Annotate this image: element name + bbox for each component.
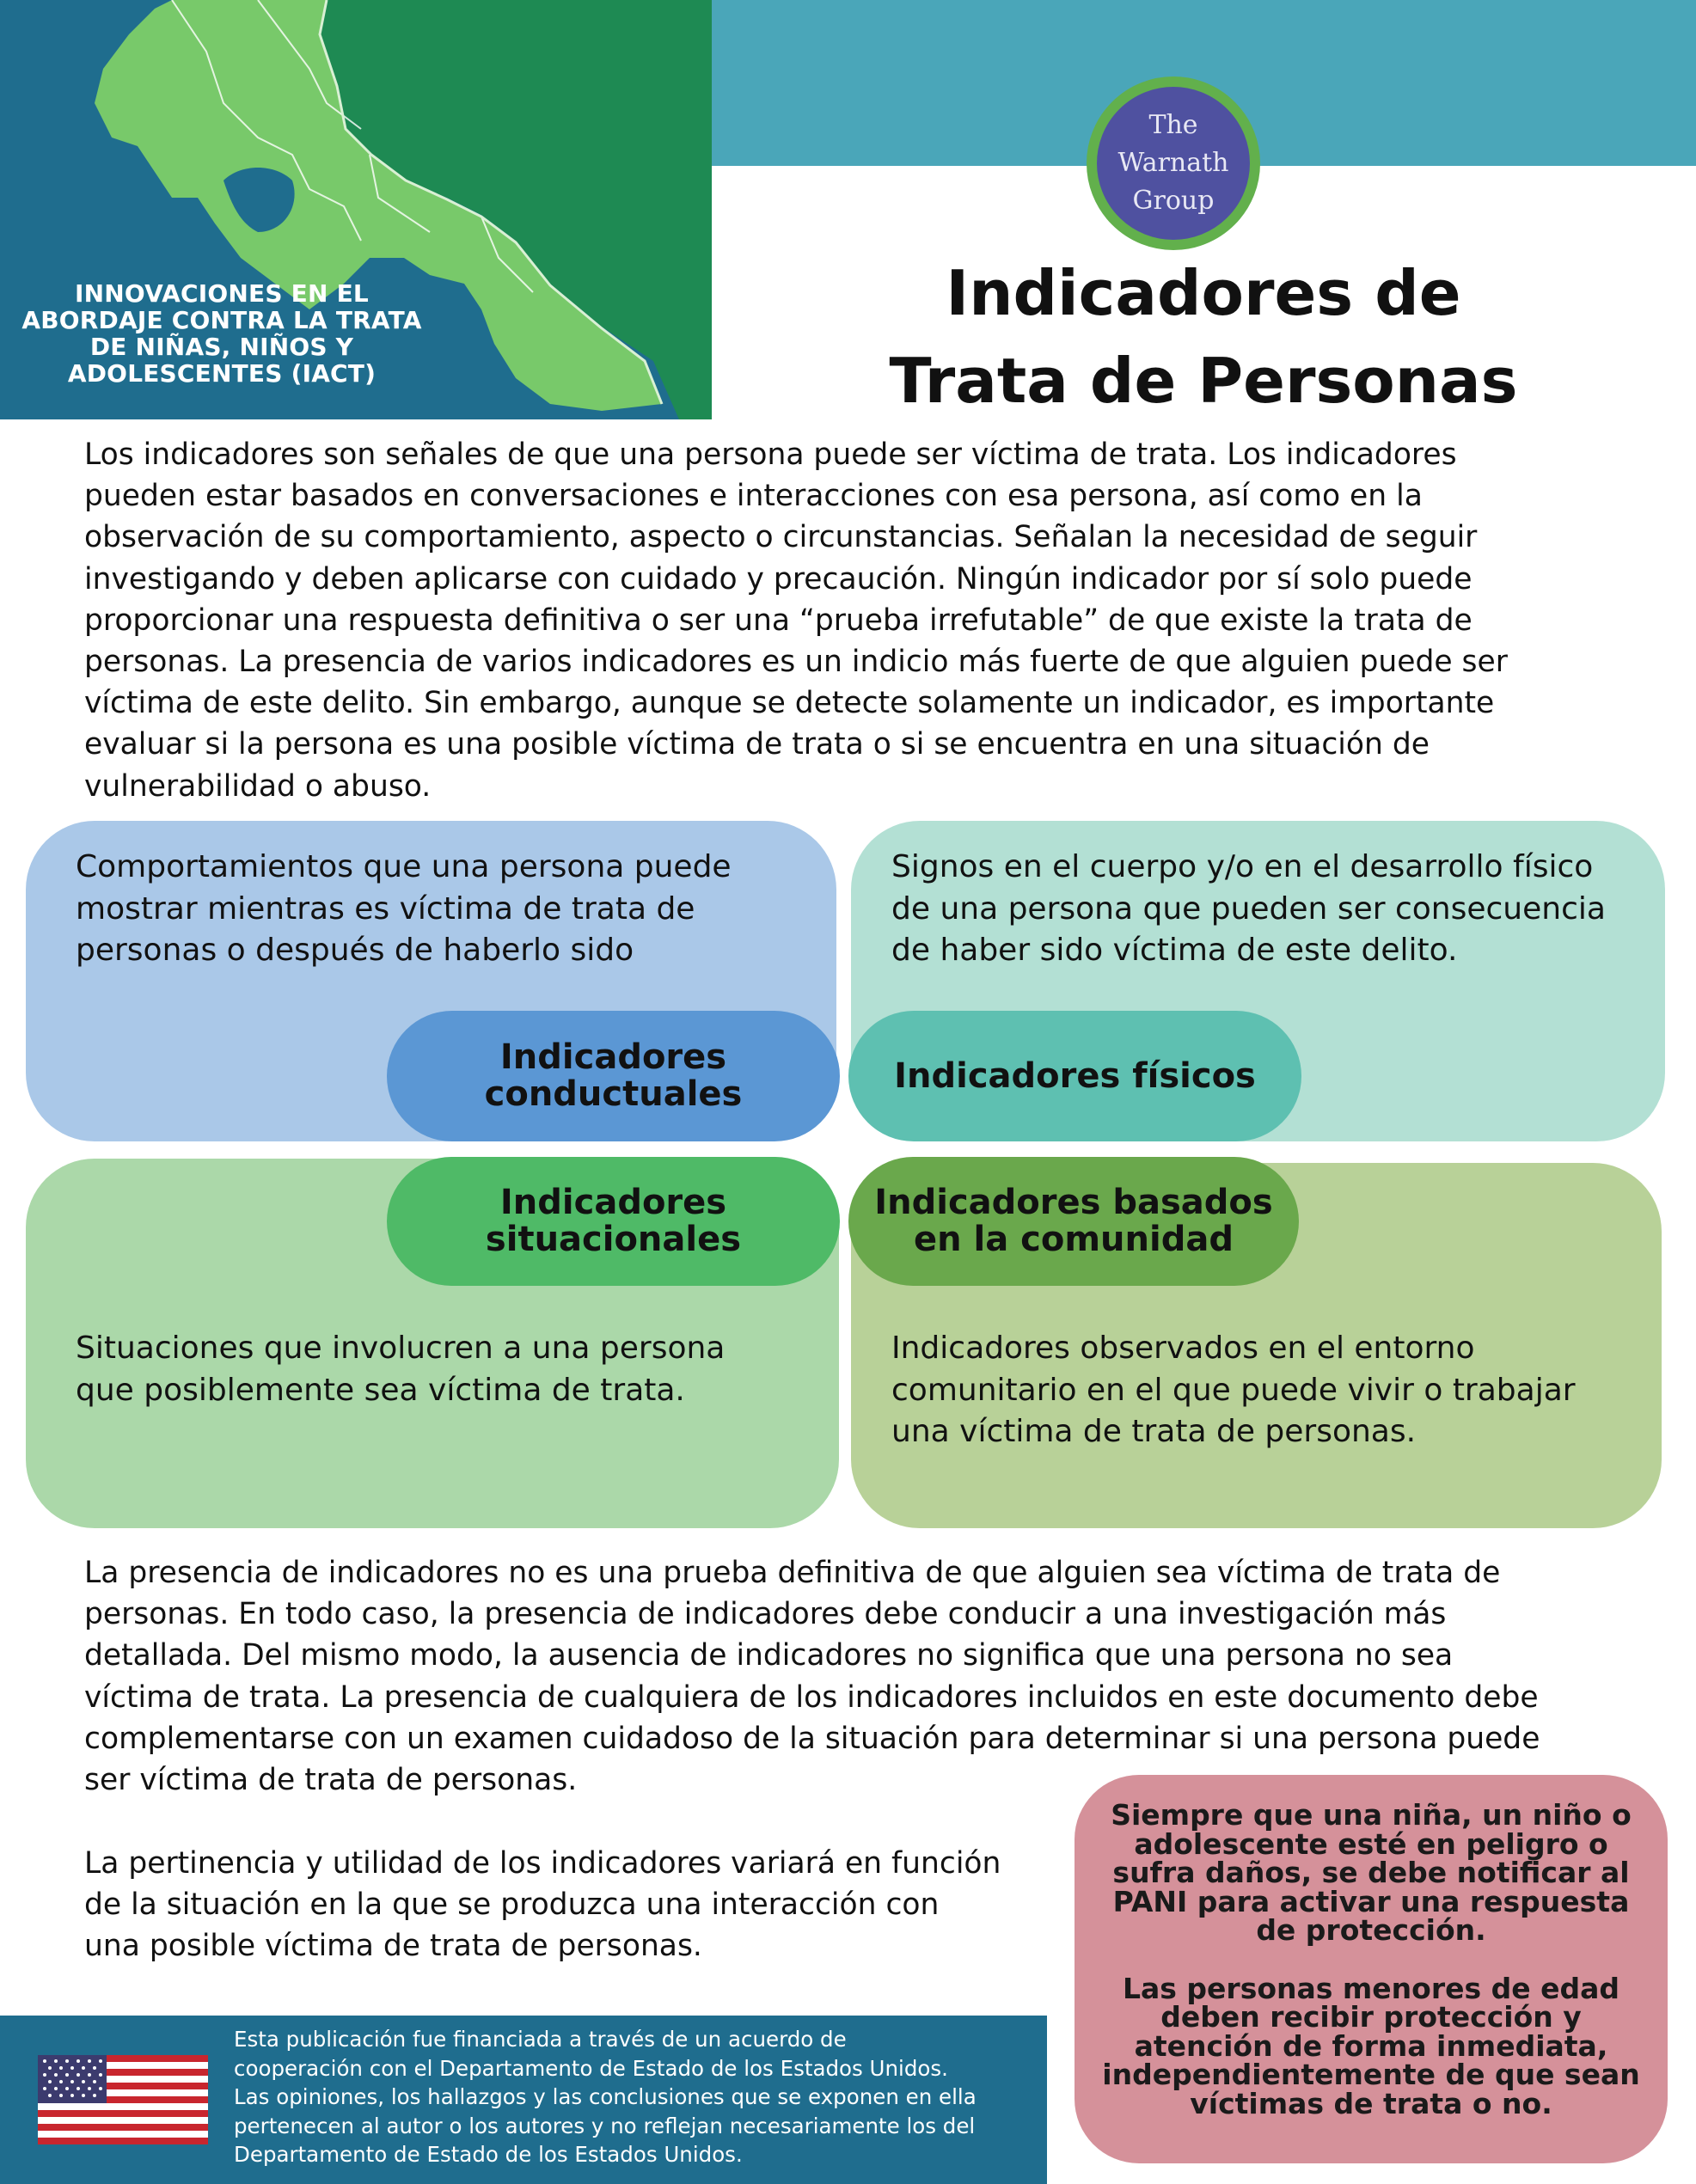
disclaimer-line: Esta publicación fue financiada a través de un acuerdo de (234, 2027, 847, 2052)
alert-line: deben recibir protección y (1160, 2000, 1582, 2034)
alert-line: de protección. (1256, 1913, 1486, 1947)
disclaimer-line: pertenecen al autor o los autores y no reflejan necesariamente los del (234, 2113, 976, 2138)
intro-paragraph (84, 434, 1614, 807)
alert-line: sufra daños, se debe notificar al (1112, 1856, 1630, 1889)
intro-line: evaluar si la persona es una posible víctima de trata o si se encuentra en una situación de (84, 727, 1430, 762)
pill-indicadores-situacionales (387, 1157, 840, 1286)
logo-line: The (1148, 110, 1198, 140)
conclusion-line: personas. En todo caso, la presencia de indicadores debe conducir a una investigación más (84, 1597, 1447, 1632)
pill-indicadores-comunidad (848, 1157, 1299, 1286)
intro-line: investigando y deben aplicarse con cuidado y precaución. Ningún indicador por sí solo puede (84, 561, 1473, 596)
intro-line: víctima de este delito. Sin embargo, aunque se detecte solamente un indicador, es importante (84, 686, 1495, 721)
pill-title-line: Indicadores (499, 1037, 727, 1077)
funding-disclaimer (234, 2025, 1042, 2169)
page-title (868, 249, 1539, 425)
alert-line: PANI para activar una respuesta (1112, 1884, 1630, 1918)
pani-alert-box (1075, 1775, 1668, 2163)
description-line: personas o después de haberlo sido (76, 933, 634, 968)
alert-line: Siempre que una niña, un niño o (1111, 1798, 1632, 1832)
alert-spacer (1075, 1945, 1668, 1974)
map-caption-line: ABORDAJE CONTRA LA TRATA (21, 306, 422, 334)
disclaimer-line: Departamento de Estado de los Estados Unidos. (234, 2142, 743, 2168)
pertinencia-line: una posible víctima de trata de personas. (84, 1929, 702, 1964)
conclusion-line: complementarse con un examen cuidadoso de la situación para determinar si una persona puede (84, 1721, 1540, 1756)
disclaimer-line: Las opiniones, los hallazgos y las conclusiones que se exponen en ella (234, 2084, 977, 2110)
warnath-group-logo (1087, 76, 1260, 250)
description-line: una víctima de trata de personas. (891, 1414, 1417, 1449)
description-line: de una persona que pueden ser consecuencia (891, 890, 1606, 927)
map-caption-line: DE NIÑAS, NIÑOS Y (89, 333, 354, 361)
alert-line: atención de forma inmediata, (1134, 2028, 1608, 2063)
pertinencia-line: de la situación en la que se produzca una interacción con (84, 1887, 940, 1923)
pill-title-line: Indicadores basados (874, 1183, 1273, 1222)
description-line: Signos en el cuerpo y/o en el desarrollo físico (891, 849, 1594, 884)
pertinencia-line: La pertinencia y utilidad de los indicadores variará en función (84, 1846, 1001, 1881)
page-title-line: Trata de Personas (889, 345, 1518, 417)
intro-line: personas. La presencia de varios indicadores es un indicio más fuerte de que alguien puede ser (84, 645, 1508, 680)
header-map-banner (0, 0, 712, 419)
page-title-line: Indicadores de (946, 257, 1461, 329)
pill-title-line: en la comunidad (914, 1220, 1234, 1259)
alert-line: adolescente esté en peligro o (1134, 1826, 1608, 1861)
conclusion-line: ser víctima de trata de personas. (84, 1763, 578, 1798)
description-line: comunitario en el que puede vivir o trabajar (891, 1372, 1576, 1408)
alert-line: Las personas menores de edad (1122, 1971, 1619, 2005)
description-line: Indicadores observados en el entorno (891, 1331, 1475, 1366)
map-caption (7, 280, 437, 387)
pill-indicadores-conductuales (387, 1011, 840, 1141)
pill-title-line: Indicadores físicos (894, 1055, 1256, 1096)
map-caption-line: INNOVACIONES EN EL (75, 279, 369, 308)
logo-line: Group (1132, 186, 1215, 216)
description-line: Comportamientos que una persona puede (76, 849, 732, 884)
conductuales-description (76, 847, 732, 972)
situacionales-description (76, 1328, 725, 1411)
intro-line: Los indicadores son señales de que una persona puede ser víctima de trata. Los indicadores (84, 437, 1457, 472)
description-line: de haber sido víctima de este delito. (891, 933, 1458, 968)
pill-title-line: conductuales (484, 1074, 743, 1114)
conclusion-line: La presencia de indicadores no es una prueba definitiva de que alguien sea víctima de trata de (84, 1556, 1501, 1590)
description-line: que posiblemente sea víctima de trata. (76, 1372, 685, 1408)
description-line: mostrar mientras es víctima de trata de (76, 890, 695, 927)
description-line: Situaciones que involucren a una persona (76, 1331, 726, 1366)
us-flag-icon (38, 2055, 208, 2144)
intro-line: proporcionar una respuesta definitiva o ser una “prueba irrefutable” de que existe la trata de (84, 603, 1473, 638)
pill-title-line: Indicadores (499, 1183, 727, 1222)
conclusion-line: detallada. Del mismo modo, la ausencia de indicadores no significa que una persona no sea (84, 1638, 1454, 1673)
pill-title-line: situacionales (485, 1220, 742, 1259)
logo-line: Warnath (1117, 148, 1229, 178)
conclusion-paragraph (84, 1552, 1632, 1801)
pill-indicadores-fisicos (848, 1011, 1301, 1141)
alert-line: víctimas de trata o no. (1190, 2086, 1552, 2120)
map-caption-line: ADOLESCENTES (IACT) (67, 359, 377, 388)
fisicos-description (891, 847, 1606, 972)
alert-line: independientemente de que sean (1102, 2058, 1640, 2091)
pertinencia-paragraph (84, 1843, 1073, 1967)
intro-line: vulnerabilidad o abuso. (84, 768, 432, 804)
conclusion-line: víctima de trata. La presencia de cualquiera de los indicadores incluidos en este documento debe (84, 1679, 1539, 1715)
intro-line: observación de su comportamiento, aspecto o circunstancias. Señalan la necesidad de seguir (84, 520, 1478, 555)
comunidad-description (891, 1328, 1576, 1453)
funding-footer (0, 2016, 1047, 2184)
disclaimer-line: cooperación con el Departamento de Estado de los Estados Unidos. (234, 2055, 948, 2081)
intro-line: pueden estar basados en conversaciones e interacciones con esa persona, así como en la (84, 479, 1423, 514)
